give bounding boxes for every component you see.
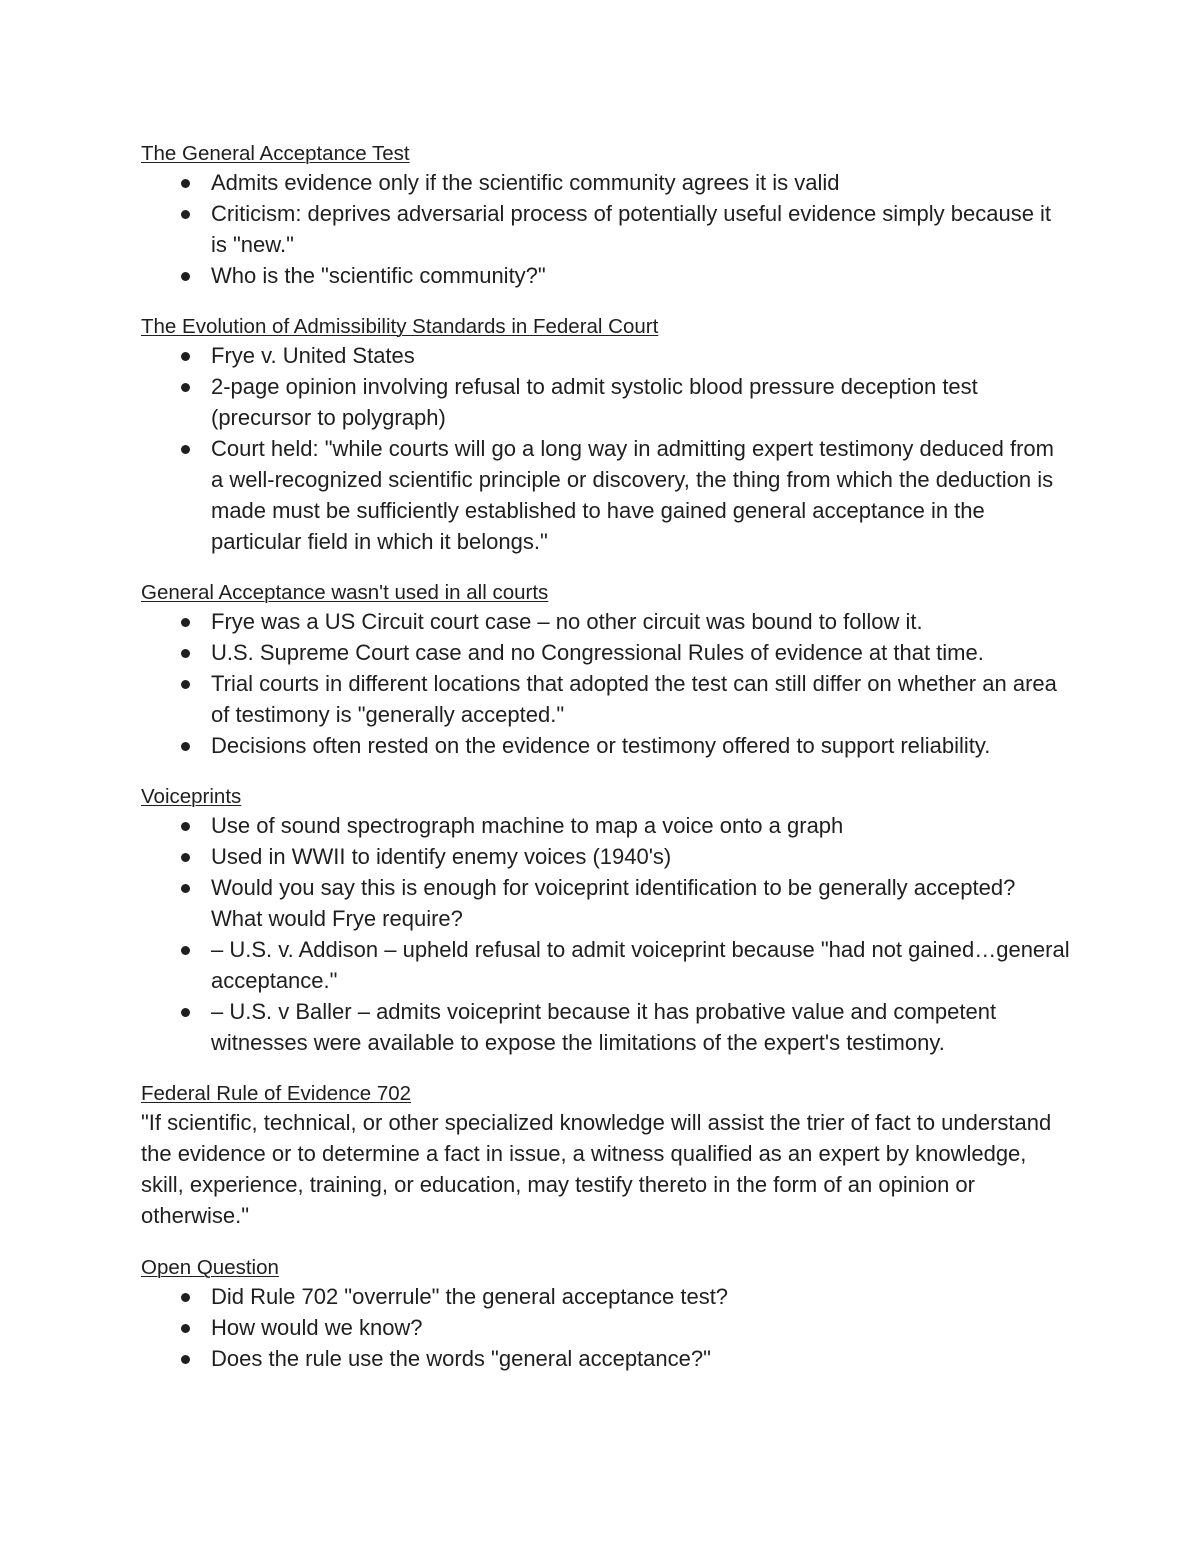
list-item-text: Would you say this is enough for voiceprint identification to be generally accepted? What would Frye require? [211, 875, 1016, 931]
bullet-icon [181, 1008, 190, 1017]
list-item [141, 1281, 1071, 1312]
list-item-text: Frye was a US Circuit court case – no other circuit was bound to follow it. [211, 609, 923, 634]
section-heading: Federal Rule of Evidence 702 [141, 1082, 412, 1105]
bullet-list [141, 340, 1071, 557]
bullet-icon [181, 1324, 190, 1333]
bullet-icon [181, 680, 190, 689]
section-heading: The General Acceptance Test [141, 142, 410, 165]
bullet-list [141, 1281, 1071, 1374]
bullet-icon [181, 618, 190, 627]
section-heading: The Evolution of Admissibility Standards in Federal Court [141, 315, 659, 338]
list-item-text: Used in WWII to identify enemy voices (1940's) [211, 844, 672, 869]
section-heading: Voiceprints [141, 785, 242, 808]
list-item-text: Did Rule 702 "overrule" the general acceptance test? [211, 1284, 729, 1309]
bullet-icon [181, 742, 190, 751]
section-heading: Open Question [141, 1256, 279, 1279]
bullet-list [141, 810, 1071, 1058]
section-heading: General Acceptance wasn't used in all courts [141, 581, 549, 604]
bullet-icon [181, 884, 190, 893]
bullet-icon [181, 853, 190, 862]
list-item-text: Trial courts in different locations that adopted the test can still differ on whether an area of testimony is "generally accepted." [211, 671, 1057, 727]
list-item-text: Admits evidence only if the scientific community agrees it is valid [211, 170, 840, 195]
list-item-text: Who is the "scientific community?" [211, 263, 546, 288]
bullet-icon [181, 1355, 190, 1364]
list-item [141, 606, 1071, 637]
bullet-icon [181, 272, 190, 281]
document-page [141, 140, 1071, 1374]
list-item [141, 1312, 1071, 1343]
bullet-icon [181, 445, 190, 454]
list-item [141, 371, 1071, 433]
list-item-text: Does the rule use the words "general acceptance?" [211, 1346, 711, 1371]
list-item [141, 1343, 1071, 1374]
list-item-text: U.S. Supreme Court case and no Congressional Rules of evidence at that time. [211, 640, 984, 665]
bullet-icon [181, 352, 190, 361]
list-item-text: 2-page opinion involving refusal to admit systolic blood pressure deception test (precursor to polygraph) [211, 374, 978, 430]
bullet-icon [181, 210, 190, 219]
list-item [141, 810, 1071, 841]
list-item [141, 433, 1071, 557]
bullet-icon [181, 383, 190, 392]
bullet-icon [181, 1293, 190, 1302]
bullet-list [141, 606, 1071, 761]
rule-quote: "If scientific, technical, or other specialized knowledge will assist the trier of fact to understand the evidence or to determine a fact in issue, a witness qualified as an expert by knowledge, skill, experience, training, or education, may testify thereto in the form of an opinion or otherwise." [141, 1110, 1052, 1228]
list-item [141, 996, 1071, 1058]
list-item [141, 198, 1071, 260]
section-general-acceptance-courts [141, 579, 1071, 761]
section-general-acceptance-test [141, 140, 1071, 291]
list-item [141, 260, 1071, 291]
list-item-text: Frye v. United States [211, 343, 415, 368]
list-item-text: – U.S. v Baller – admits voiceprint because it has probative value and competent witnesses were available to expose the limitations of the expert's testimony. [211, 999, 997, 1055]
section-evolution-of-admissibility [141, 313, 1071, 557]
section-voiceprints [141, 783, 1071, 1058]
list-item-text: Use of sound spectrograph machine to map a voice onto a graph [211, 813, 844, 838]
list-item-text: How would we know? [211, 1315, 423, 1340]
list-item [141, 668, 1071, 730]
list-item [141, 340, 1071, 371]
list-item [141, 841, 1071, 872]
bullet-icon [181, 179, 190, 188]
list-item [141, 872, 1071, 934]
list-item-text: Criticism: deprives adversarial process of potentially useful evidence simply because it is "new." [211, 201, 1052, 257]
list-item [141, 730, 1071, 761]
list-item [141, 637, 1071, 668]
section-open-question [141, 1254, 1071, 1374]
list-item [141, 167, 1071, 198]
bullet-list [141, 167, 1071, 291]
list-item-text: Decisions often rested on the evidence or testimony offered to support reliability. [211, 733, 991, 758]
section-federal-rule-702 [141, 1080, 1071, 1231]
list-item-text: Court held: "while courts will go a long way in admitting expert testimony deduced from a well-recognized scientific principle or discovery, the thing from which the deduction is made must be sufficiently established to have gained general acceptance in the particular field in which it belongs." [211, 436, 1054, 554]
list-item [141, 934, 1071, 996]
bullet-icon [181, 649, 190, 658]
list-item-text: – U.S. v. Addison – upheld refusal to admit voiceprint because "had not gained…general acceptance." [211, 937, 1070, 993]
bullet-icon [181, 946, 190, 955]
bullet-icon [181, 822, 190, 831]
